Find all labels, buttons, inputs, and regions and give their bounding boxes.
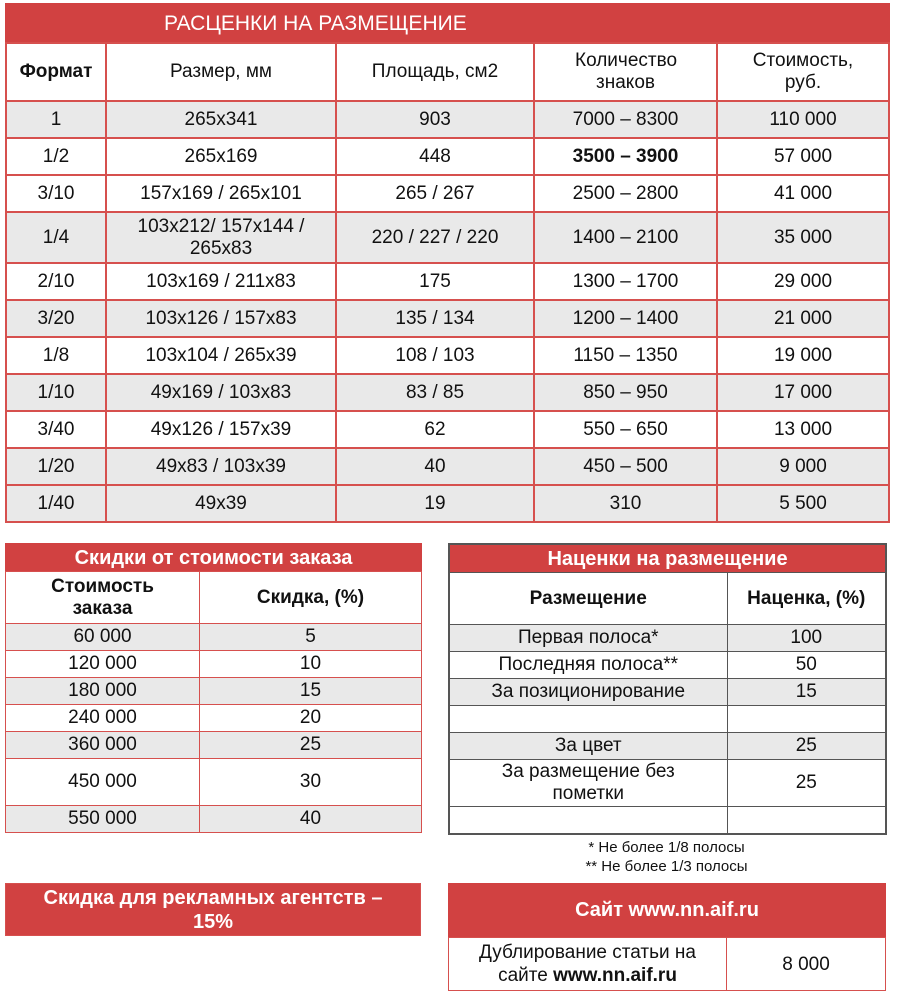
cell-placement: За размещение без пометки <box>449 760 727 807</box>
table-row-empty <box>449 706 886 733</box>
table-row <box>6 448 889 485</box>
markup-table <box>448 543 887 835</box>
table-row <box>6 678 422 705</box>
cell-size: 49x169 / 103x83 <box>106 374 336 411</box>
cell-chars: 850 – 950 <box>534 374 717 411</box>
cell-price: 110 000 <box>717 101 889 138</box>
cell-format: 1/20 <box>6 448 106 485</box>
cell-discount: 30 <box>200 759 422 806</box>
table-row <box>6 212 889 263</box>
table-row <box>6 732 422 759</box>
cell-price: 13 000 <box>717 411 889 448</box>
agency-discount-text: Скидка для рекламных агентств – 15% <box>43 886 383 933</box>
cell-placement: Первая полоса* <box>449 625 727 652</box>
cell-markup: 50 <box>727 652 886 679</box>
cell-site-price: 8 000 <box>727 938 886 991</box>
column-header-chars: Количество знаков <box>534 43 717 101</box>
cell-area: 19 <box>336 485 534 522</box>
table-row <box>6 651 422 678</box>
cell-price: 35 000 <box>717 212 889 263</box>
cell-format: 3/40 <box>6 411 106 448</box>
table-row <box>6 411 889 448</box>
cell-area: 83 / 85 <box>336 374 534 411</box>
cell-discount: 10 <box>200 651 422 678</box>
table-row <box>6 138 889 175</box>
table-row <box>449 625 886 652</box>
cell-amount: 180 000 <box>6 678 200 705</box>
discount-table-title: Скидки от стоимости заказа <box>6 544 422 572</box>
cell-area: 135 / 134 <box>336 300 534 337</box>
cell-format: 1/10 <box>6 374 106 411</box>
table-row <box>6 300 889 337</box>
cell-price: 17 000 <box>717 374 889 411</box>
table-row <box>6 705 422 732</box>
cell-markup: 100 <box>727 625 886 652</box>
cell-placement <box>449 706 727 733</box>
cell-area: 108 / 103 <box>336 337 534 374</box>
table-row-empty <box>449 807 886 835</box>
cell-area: 175 <box>336 263 534 300</box>
cell-size: 49x39 <box>106 485 336 522</box>
table-row <box>6 624 422 651</box>
pricing-table-title: РАСЦЕНКИ НА РАЗМЕЩЕНИЕ <box>6 4 889 43</box>
cell-markup: 25 <box>727 760 886 807</box>
cell-amount: 120 000 <box>6 651 200 678</box>
column-header-discount: Скидка, (%) <box>200 572 422 624</box>
cell-format: 1 <box>6 101 106 138</box>
column-header-markup: Наценка, (%) <box>727 573 886 625</box>
site-table-title: Сайт www.nn.aif.ru <box>449 884 886 938</box>
agency-discount-banner <box>5 883 421 936</box>
cell-markup: 25 <box>727 733 886 760</box>
cell-size: 49x126 / 157x39 <box>106 411 336 448</box>
cell-discount: 5 <box>200 624 422 651</box>
column-header-order-amount: Стоимость заказа <box>6 572 200 624</box>
table-row <box>449 652 886 679</box>
cell-chars: 450 – 500 <box>534 448 717 485</box>
cell-price: 19 000 <box>717 337 889 374</box>
cell-size: 265x169 <box>106 138 336 175</box>
cell-chars: 550 – 650 <box>534 411 717 448</box>
table-row <box>449 679 886 706</box>
table-row <box>6 101 889 138</box>
cell-size: 49x83 / 103x39 <box>106 448 336 485</box>
site-service-label: Дублирование статьи на сайте <box>479 942 696 986</box>
cell-size: 103x169 / 211x83 <box>106 263 336 300</box>
cell-area: 265 / 267 <box>336 175 534 212</box>
cell-chars: 3500 – 3900 <box>534 138 717 175</box>
cell-area: 40 <box>336 448 534 485</box>
table-row <box>6 806 422 833</box>
pricing-table <box>5 3 890 523</box>
markup-footnotes <box>448 838 885 876</box>
cell-size: 265x341 <box>106 101 336 138</box>
cell-amount: 550 000 <box>6 806 200 833</box>
table-row <box>6 759 422 806</box>
discount-header-row <box>6 572 422 624</box>
cell-amount: 60 000 <box>6 624 200 651</box>
markup-table-title: Наценки на размещение <box>449 544 886 573</box>
cell-chars: 310 <box>534 485 717 522</box>
cell-size: 103x126 / 157x83 <box>106 300 336 337</box>
table-row <box>449 760 886 807</box>
cell-discount: 25 <box>200 732 422 759</box>
cell-amount: 240 000 <box>6 705 200 732</box>
cell-size: 103x212/ 157x144 / 265x83 <box>106 212 336 263</box>
cell-placement <box>449 807 727 835</box>
site-link[interactable]: www.nn.aif.ru <box>553 965 677 986</box>
cell-site-service <box>449 938 727 991</box>
cell-discount: 40 <box>200 806 422 833</box>
cell-discount: 20 <box>200 705 422 732</box>
cell-price: 5 500 <box>717 485 889 522</box>
cell-markup <box>727 807 886 835</box>
cell-format: 1/2 <box>6 138 106 175</box>
cell-placement: Последняя полоса** <box>449 652 727 679</box>
table-row <box>6 485 889 522</box>
column-header-area: Площадь, см2 <box>336 43 534 101</box>
table-row <box>449 938 886 991</box>
cell-markup <box>727 706 886 733</box>
column-header-size: Размер, мм <box>106 43 336 101</box>
cell-format: 1/40 <box>6 485 106 522</box>
cell-chars: 7000 – 8300 <box>534 101 717 138</box>
footnote-first-page: * Не более 1/8 полосы <box>588 839 745 856</box>
cell-chars: 1400 – 2100 <box>534 212 717 263</box>
cell-chars: 1300 – 1700 <box>534 263 717 300</box>
pricing-header-row <box>6 43 889 101</box>
cell-markup: 15 <box>727 679 886 706</box>
cell-placement: За цвет <box>449 733 727 760</box>
cell-size: 103x104 / 265x39 <box>106 337 336 374</box>
cell-discount: 15 <box>200 678 422 705</box>
cell-price: 21 000 <box>717 300 889 337</box>
cell-area: 903 <box>336 101 534 138</box>
cell-area: 62 <box>336 411 534 448</box>
cell-placement: За позиционирование <box>449 679 727 706</box>
column-header-format: Формат <box>6 43 106 101</box>
table-row <box>6 263 889 300</box>
cell-format: 3/10 <box>6 175 106 212</box>
footnote-last-page: ** Не более 1/3 полосы <box>585 858 748 875</box>
site-table <box>448 883 886 991</box>
table-row <box>449 733 886 760</box>
cell-format: 2/10 <box>6 263 106 300</box>
cell-size: 157x169 / 265x101 <box>106 175 336 212</box>
cell-price: 9 000 <box>717 448 889 485</box>
cell-price: 29 000 <box>717 263 889 300</box>
cell-chars: 1200 – 1400 <box>534 300 717 337</box>
cell-chars: 2500 – 2800 <box>534 175 717 212</box>
cell-area: 448 <box>336 138 534 175</box>
column-header-placement: Размещение <box>449 573 727 625</box>
cell-price: 41 000 <box>717 175 889 212</box>
cell-price: 57 000 <box>717 138 889 175</box>
cell-area: 220 / 227 / 220 <box>336 212 534 263</box>
cell-format: 1/4 <box>6 212 106 263</box>
markup-header-row <box>449 573 886 625</box>
column-header-price: Стоимость, руб. <box>717 43 889 101</box>
table-row <box>6 374 889 411</box>
cell-amount: 360 000 <box>6 732 200 759</box>
table-row <box>6 337 889 374</box>
discount-table <box>5 543 422 833</box>
cell-format: 1/8 <box>6 337 106 374</box>
cell-format: 3/20 <box>6 300 106 337</box>
table-row <box>6 175 889 212</box>
cell-amount: 450 000 <box>6 759 200 806</box>
cell-chars: 1150 – 1350 <box>534 337 717 374</box>
